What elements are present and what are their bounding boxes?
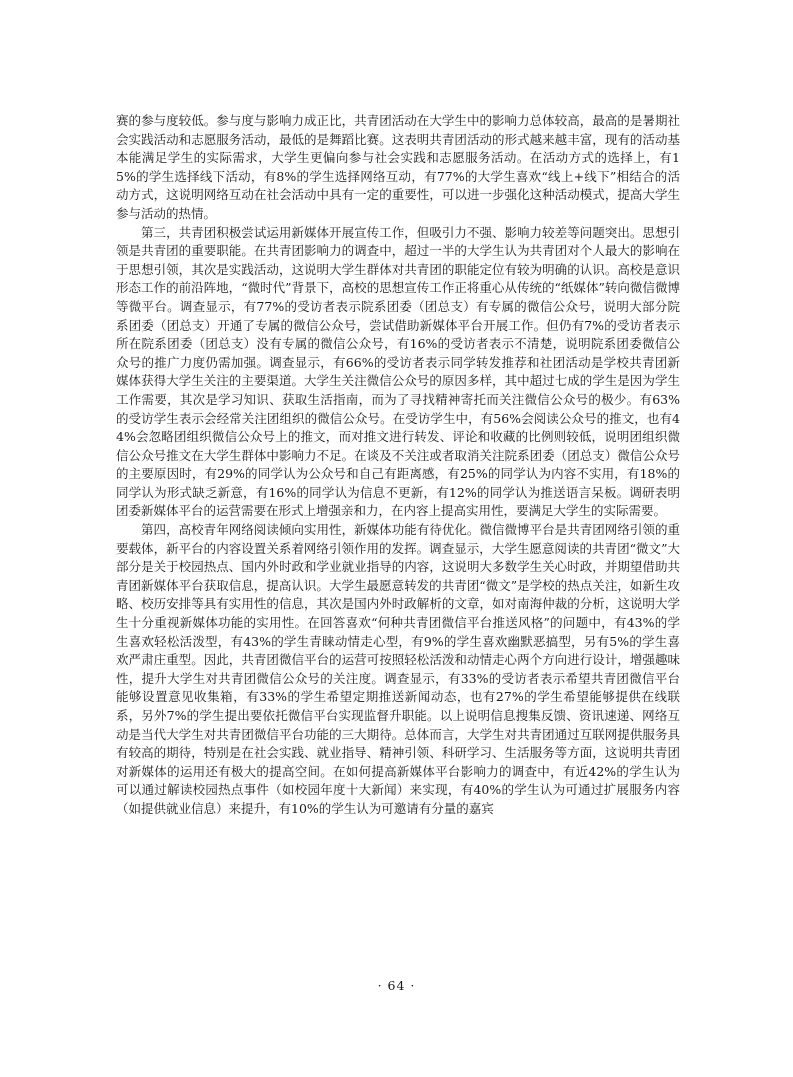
paragraph-continued: 赛的参与度较低。参与度与影响力成正比，共青团活动在大学生中的影响力总体较高，最高的是暑期社会实践活动和志愿服务活动，最低的是舞蹈比赛。这表明共青团活动的形式越来越丰富，现有的活动基本能满足学生的实际需求，大学生更偏向参与社会实践和志愿服务活动。在活动方式的选择上，有15%的学生选择线下活动，有8%的学生选择网络互动，有77%的大学生喜欢“线上+线下”相结合的活动方式，这说明网络互动在社会活动中具有一定的重要性，可以进一步强化这种活动模式，提高大学生参与活动的热情。 [116, 113, 680, 221]
page-number: · 64 · [377, 978, 416, 993]
paragraph-third-point: 第三，共青团积极尝试运用新媒体开展宣传工作，但吸引力不强、影响力较差等问题突出。思想引领是共青团的重要职能。在共青团影响力的调查中，超过一半的大学生认为共青团对个人最大的影响在于思想引领，其次是实践活动，这说明大学生群体对共青团的职能定位有较为明确的认识。高校是意识形态工作的前沿阵地，“微时代”背景下，高校的思想宣传工作正将重心从传统的“纸媒体”转向微信微博等微平台。调查显示，有77%的受访者表示院系团委（团总支）有专属的微信公众号，说明大部分院系团委（团总支）开通了专属的微信公众号，尝试借助新媒体平台开展工作。但仍有7%的受访者表示所在院系团委（团总支）没有专属的微信公众号，有16%的受访者表示不清楚，说明院系团委微信公众号的推广力度仍需加强。调查显示，有66%的受访者表示同学转发推荐和社团活动是学校共青团新媒体获得大学生关注的主要渠道。大学生关注微信公众号的原因多样，其中超过七成的学生是因为学生工作需要，其次是学习知识、获取生活指南，而为了寻找精神寄托而关注微信公众号的极少。有63%的受访学生表示会经常关注团组织的微信公众号。在受访学生中，有56%会阅读公众号的推文，也有44%会忽略团组织微信公众号上的推文，而对推文进行转发、评论和收藏的比例则较低，说明团组织微信公众号推文在大学生群体中影响力不足。在谈及不关注或者取消关注院系团委（团总支）微信公众号的主要原因时，有29%的同学认为公众号和自己有距离感，有25%的同学认为内容不实用，有18%的同学认为形式缺乏新意，有16%的同学认为信息不更新，有12%的同学认为推送语言呆板。调研表明团委新媒体平台的运营需要在形式上增强亲和力，在内容上提高实用性，要满足大学生的实际需要。 [116, 224, 680, 519]
paragraph-fourth-point: 第四，高校青年网络阅读倾向实用性，新媒体功能有待优化。微信微博平台是共青团网络引领的重要载体，新平台的内容设置关系着网络引领作用的发挥。调查显示，大学生愿意阅读的共青团“微文”大部分是关于校园热点、国内外时政和学业就业指导的内容，这说明大多数学生关心时政，并期望借助共青团新媒体平台获取信息，提高认识。大学生最愿意转发的共青团“微文”是学校的热点关注，如新生攻略、校历安排等具有实用性的信息，其次是国内外时政解析的文章，如对南海仲裁的分析，这说明大学生十分重视新媒体功能的实用性。在回答喜欢“何种共青团微信平台推送风格”的问题中，有43%的学生喜欢轻松活泼型，有43%的学生青睐动情走心型，有9%的学生喜欢幽默恶搞型，另有5%的学生喜欢严肃庄重型。因此，共青团微信平台的运营可按照轻松活泼和动情走心两个方向进行设计，增强趣味性，提升大学生对共青团微信公众号的关注度。调查显示，有33%的受访者表示希望共青团微信平台能够设置意见收集箱，有33%的学生希望定期推送新闻动态，也有27%的学生希望能够提供在线联系，另外7%的学生提出要依托微信平台实现监督升职能。以上说明信息搜集反馈、资讯速递、网络互动是当代大学生对共青团微信平台功能的三大期待。总体而言，大学生对共青团通过互联网提供服务具有较高的期待，特别是在社会实践、就业指导、精神引领、科研学习、生活服务等方面，这说明共青团对新媒体的运用还有极大的提高空间。在如何提高新媒体平台影响力的调查中，有近42%的学生认为可以通过解读校园热点事件（如校园年度十大新闻）来实现，有40%的学生认为可通过扩展服务内容（如提供就业信息）来提升，有10%的学生认为可邀请有分量的嘉宾 [116, 522, 680, 816]
body-text [116, 112, 680, 819]
